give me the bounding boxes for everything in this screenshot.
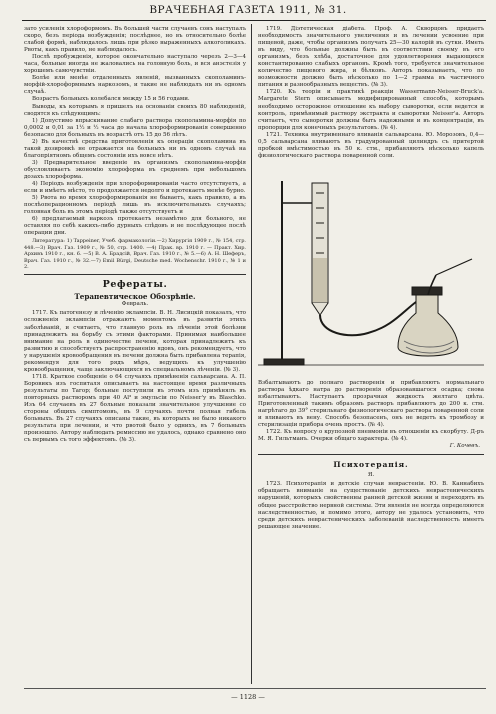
abstract: 1720. Къ теоріи и практикѣ реакціи Wassermann-Neisser-Bruck'а. Margarete Stern описываетъ модифицированный способъ, которымъ необходимо осторожное отношение къ выбору сыворотки, если ведется и контроль, примѣнимый раствору экстракта и сыворотки Neisser'а. Авторъ считаетъ, что сыворотки должны быть надежными и въ концентрацiи, въ пропорции для конечныхъ результатовъ. (№ 4). [258,89,484,131]
signature: Г. Кочевъ. [449,443,480,450]
section-note: Февраль. [121,301,149,308]
header-rule [22,20,486,21]
list-item: 2) Въ качествѣ средства приготовленія къ операціи скополамина въ такой дозировкѣ не отражается на больныхъ ни въ одномъ случаѣ на благопріятномъ общемъ состояніи ихъ вовсе нѣтъ. [24,138,246,159]
abstract: 1722. Къ вопросу о крупозной пневмоніи въ отношеніи къ скорбуту. Д-ръ М. Я. Гильтманъ. Очерки общаго характера. (№ 4). [258,429,484,443]
left-column [24,26,246,684]
page-number: — 1128 — [231,693,265,701]
section-subtitle: Терапевтическое Обозрѣніе. [74,292,196,302]
paragraph: Возрастъ больныхъ колебался между 15 и 56 годами. [32,96,190,103]
section-title: Рефераты. [102,279,168,291]
column-divider [251,24,252,684]
abstract: 1718. Краткое сообщеніе о 64 случаяхъ примѣненія сальварсана. А. П. Боровикъ изъ госпиталя описываетъ на настоящее время различныхъ результаты по Тагор; больные поступили въ этомъ изъ примѣнялъ въ повторныхъ растворомъ при 40 Al³ и эмульсіи по Neisser'у въ Blaschko. Изъ 64 случаевъ въ 27 больные показали значительное улучшение со стороны общихъ симптомовъ, въ 9 случаяхъ почти полная гибель больныхъ. Въ 27 случаяхъ описаны такие, въ которыхъ не было никакого результата при лечении, и что рвотой было у однихъ, въ 7 больныхъ произошло. Автору наблюдать ремиссию не удалось, однако сравнено оно съ первымъ съ того эффектомъ. (№ 3). [24,373,246,444]
section-title: Психотерапія. [333,460,409,470]
list-item: 5) Рвота во время хлороформированія не бываетъ, какъ правило, а въ послѣоперационномъ періодѣ лишь въ исключительныхъ случаяхъ; головная боль въ этомъ періодѣ также отсутствуетъ и [24,195,246,216]
footer-rule [24,688,486,689]
infusion-apparatus-illustration [258,163,484,377]
paragraph: Болѣе или менѣе отдаленныхъ явленій, вызванныхъ скополаминъ-морфій-хлороформнымъ наркозомъ, и такие не наблюдалъ ни въ одномъ случаѣ. [24,75,246,96]
abstract: 1717. Къ патогенезу и лѣченію эклампсіи. В. Н. Лисицкій показалъ, что осложненія эклампсіи отражаютъ моментомъ въ развитіи этихъ заболѣваній, и считаетъ, что главную роль въ лѣченіи этой болѣзни принадлежитъ на борьбу съ этими факторами. Принимая наибольшее внимание на роль в одиночестве печени, которая принадлежитъ къ развитию и способствуетъ распространенію ядовъ, онъ рекомендуетъ, что у нарушенія кровообращения въ печени должна быть прибавлена терапія, рекомендуя для того рядъ мѣръ, ведущихъ къ улучшенію кровообращения, чаще заключающихся въ специальномъ лѣченіи. (№ 3). [24,310,246,373]
right-column [258,26,484,684]
paragraph: зато усиленія хлороформомъ. Въ большей части случаевъ сонъ наступалъ скоро, безъ періода возбужденія; послѣднее, но въ относительно болѣе слабой формѣ, наблюдалось лишь при рѣзко выраженныхъ алкоголикахъ. Рвоты, какъ правило, не наблюдалось. [24,26,246,54]
section-divider [258,454,484,455]
abstract: 1719. Діэтетическая діабета. Проф. А. Скворцовъ придаетъ необходимость значительного увеличения и въ лечении усвоение при пищевой, даже, чтобы организмъ получать 25—30 калорій въ сутки. Иметь въ виду, что больные должны быть въ соответствии своему въ его организмъ, безъ хлѣба, достаточное для удовлетворения выдающихся константированно слабыхъ органовъ. Кромѣ того, требуется значительное количество пищевого жира, и бѣлковъ. Авторъ показываетъ, что по возможности должно быть нѣсколько по 1—2 грамма въ частичного питания и разнообразныхъ веществъ. (№ 3). [258,26,484,89]
paragraph: Послѣ пробужденія, которое окончательно наступало черезъ 2—3—4 часа, больные иногда не жаловались на головную боль, и вся анэстезія у хорошемъ самочувствіи. [24,54,246,75]
references: Литература: 1) Tappeiner, Учеб. фармакологіи.—2) Хирургія 1909 г., № 154, стр. 448.—3) Врач. Газ. 1909 г., № 50, стр. 1400. —4) Прак. вр. 1910 г. — Практ. Хир. Архивъ 1910 г., кн. 6. —5) В. А. Брадсій, Врач. Газ. 1910 г., № 5.—6) А. Н. Шеферъ, Врач. Газ. 1910 г., № 32.—7) Emil Bürgi, Deutsche med. Wochenschr. 1910 г., № 1 и 2. [24,238,246,271]
needle [436,259,472,275]
abstract: 1723. Психотерапія и детскіе случаи неврастеніи. Ю. В. Каннабихъ обращаетъ вниманіе на существованіе детскихъ неврастеническихъ нарушеній, которыхъ свойственны ранней детской жизни и переходятъ въ общее расстройство нервной системы. Эти явленія не всегда определяются наследственностью, и помимо этого, автору не удалось установить, что среди детскихъ неврастеническихъ заболеваній наследственность имеетъ решающее значение. [258,481,484,530]
list-item: 4) Періодъ возбужденія при хлороформированіи часто отсутствуетъ, а если и имѣетъ мѣсто, то продолжается недолго и протекаетъ менѣе бурно. [24,181,246,195]
list-item: 3) Предварительное введеніе въ организмъ скополамина-морфія обусловливаетъ экономію хлороформа въ среднемъ при небольшомъ дозахъ хлороформа. [24,159,246,180]
paragraph: Взбалтываютъ до полнаго растворенія и прибавляютъ нормальнаго раствора ѣдкаго натра до растворенія образовавшагося осадка; снова взбалтываютъ. Наступаетъ прозрачная жидкость желтаго цвѣта. Приготовленный такимъ образомъ растворъ прибавляютъ до 200 к. стм. нагрѣтаго до 39° стерильнаго физиологическаго раствора поваренной соли и вливаютъ въ вену. Способъ безопасенъ, онъ не ведетъ къ тромбозу и стерилизаціи прибора очень простъ. (№ 4). [258,379,484,429]
abstract: 1721. Техника внутривеннаго вливанія сальварсана. Ю. Морозовъ, 0,4—0,5 сальварсана вливаютъ въ градуированный цилиндръ съ притертой пробкой вмѣстимостью въ 50 к. стм., прибавляютъ нѣсколько капель физиологическаго раствора поваренной соли. [258,131,484,159]
section-note: Я. [367,472,375,479]
paragraph: Выводы, къ которымъ я пришелъ на основаніи своихъ 80 наблюденій, сводятся къ слѣдующимъ: [24,103,246,117]
list-item: 1) Допустимо впрыскивание слабаго раствора скополамина-морфія по 0,0002 и 0,01 за 1½ и ½ часа до начала хлороформированія совершенно безопасно для больныхъ въ возрастѣ отъ 15 до 56 лѣтъ. [24,117,246,138]
list-item: 6) предлагаемый наркозъ протекаетъ незамѣтно для больного, не оставляя по себѣ какихъ-либо дурныхъ слѣдовъ и не послѣдующее послѣ операции дни. [24,216,246,237]
page-header: ВРАЧЕБНАЯ ГАЗЕТА 1911, № 31. [149,4,347,16]
section-divider [24,274,246,275]
stand-base [264,359,304,365]
